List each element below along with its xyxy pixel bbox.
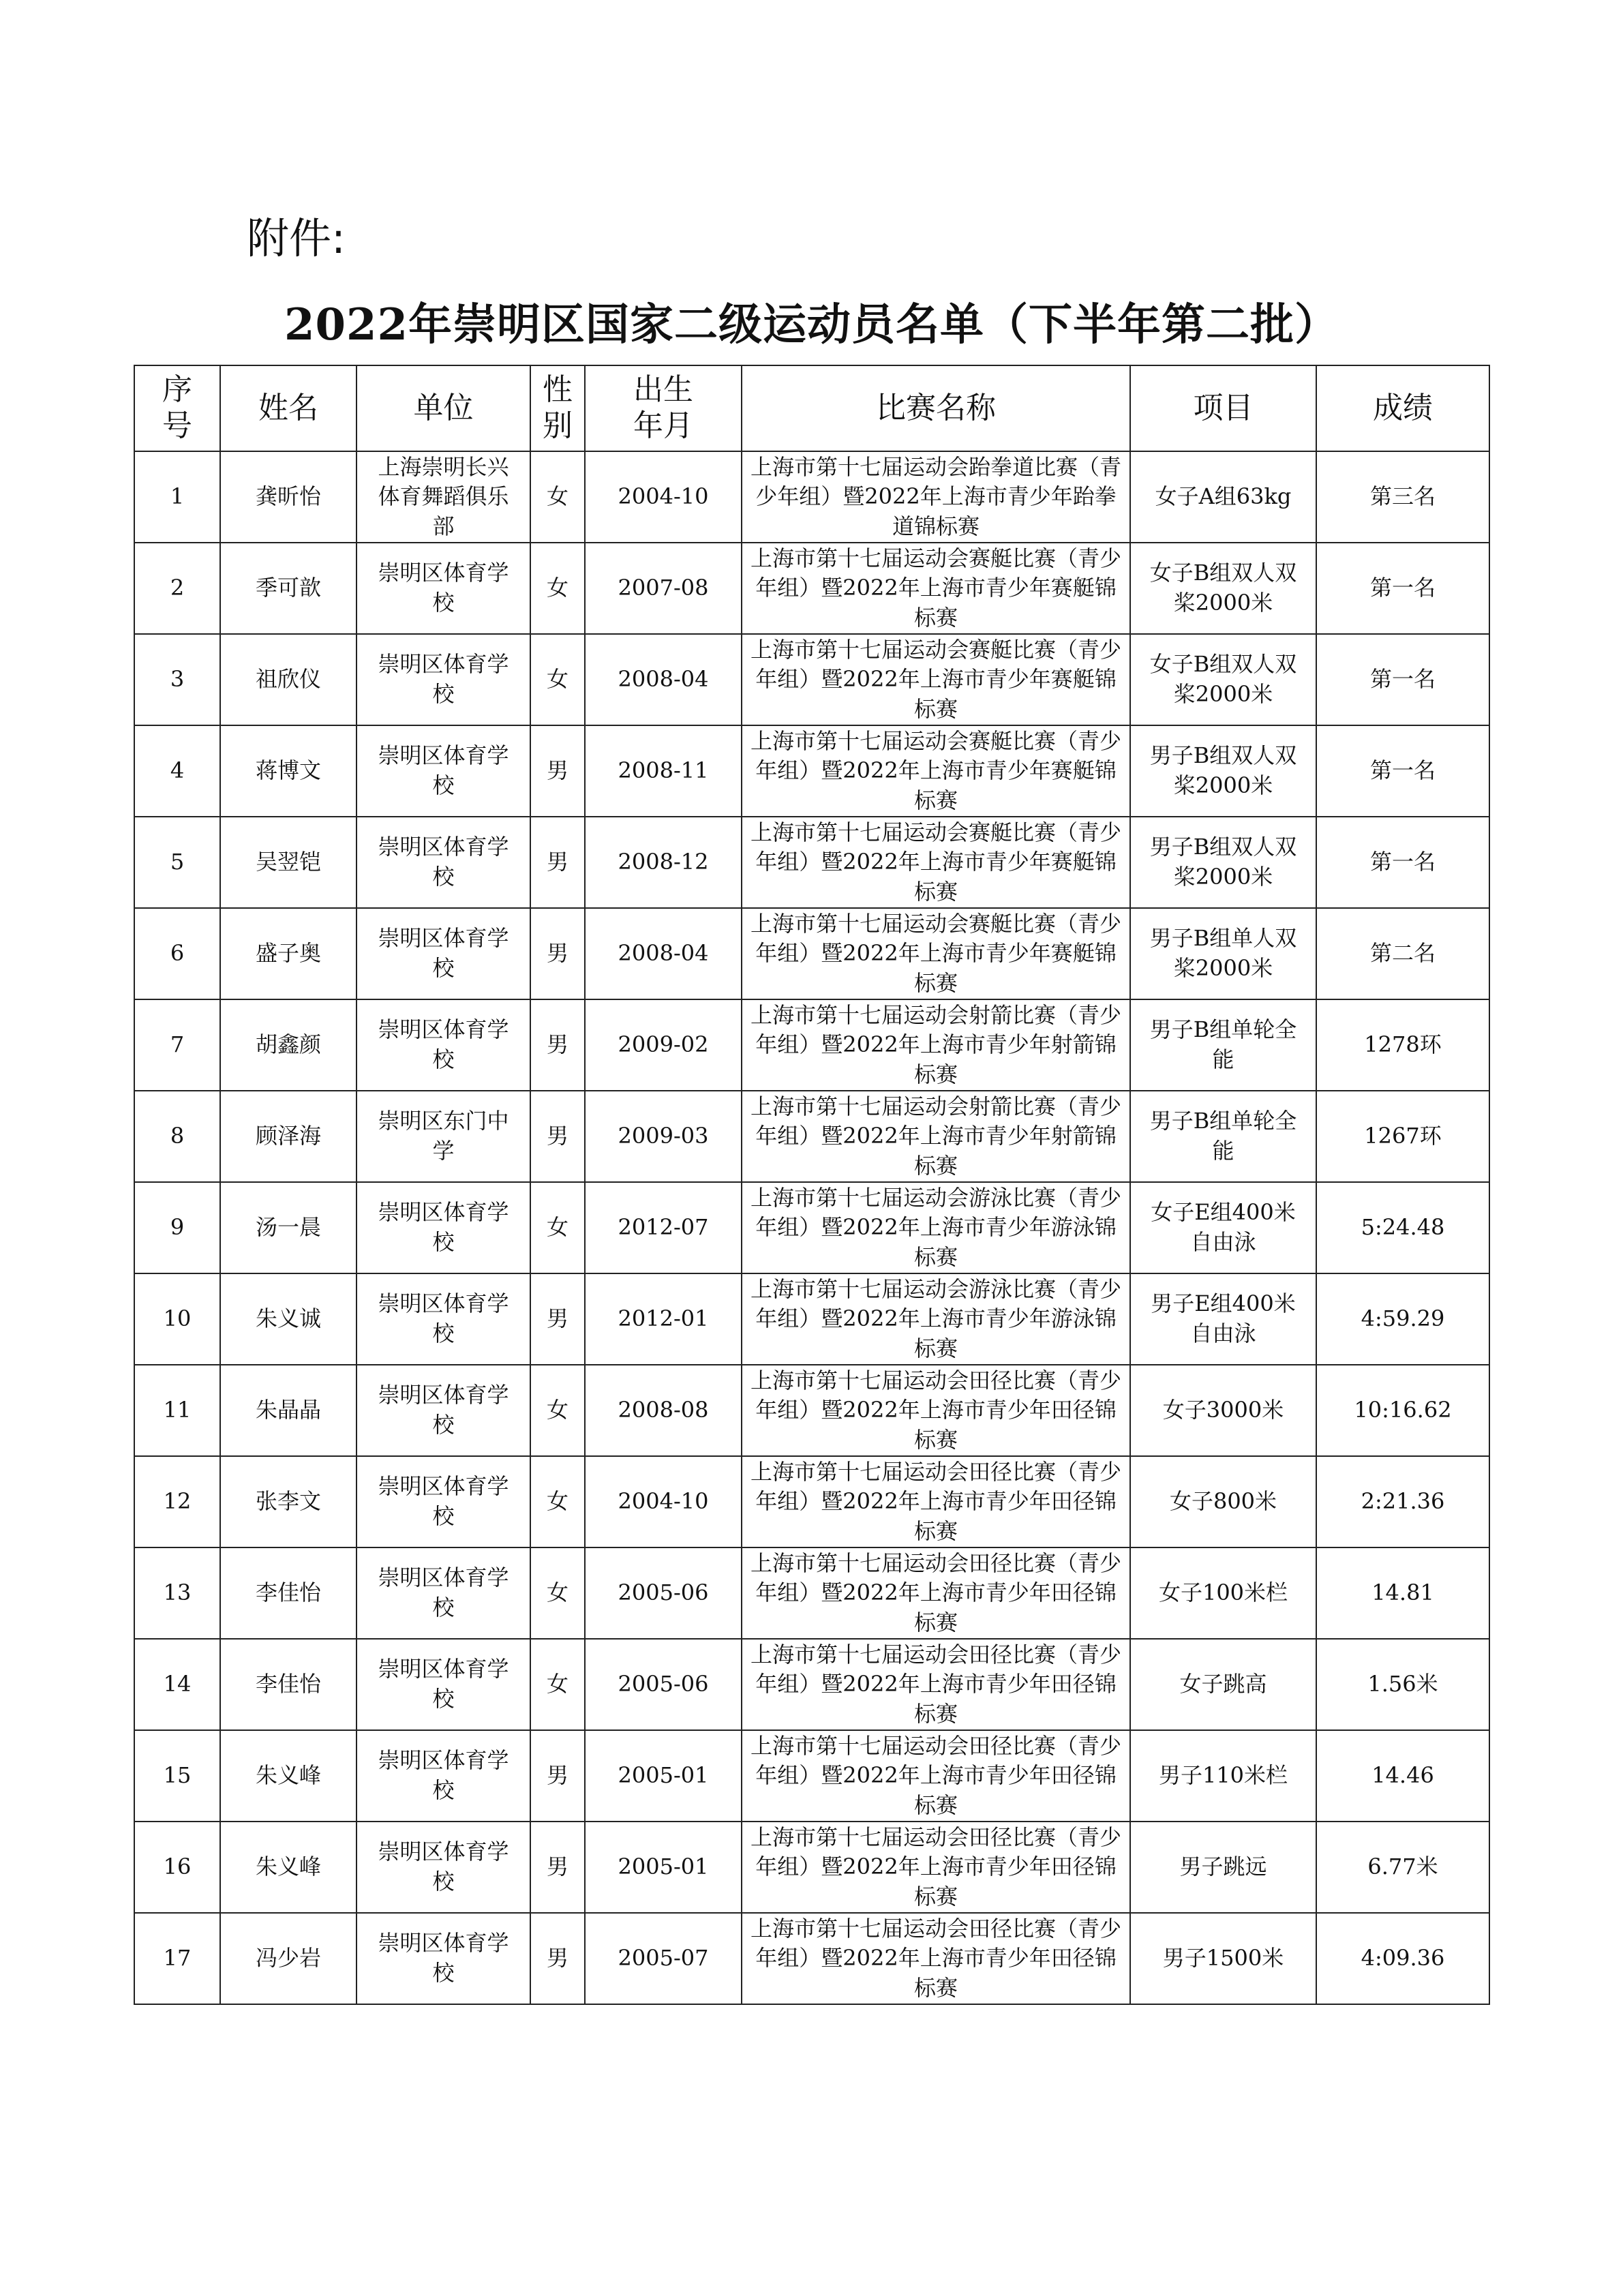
table-row bbox=[134, 1091, 1489, 1182]
cell-seq: 13 bbox=[134, 1547, 220, 1639]
cell-birth: 2004-10 bbox=[585, 451, 742, 543]
cell-event: 男子跳远 bbox=[1130, 1822, 1316, 1913]
cell-competition: 上海市第十七届运动会游泳比赛（青少年组）暨2022年上海市青少年游泳锦标赛 bbox=[742, 1273, 1130, 1365]
cell-result: 1267环 bbox=[1316, 1091, 1489, 1182]
cell-gender: 女 bbox=[530, 543, 585, 634]
cell-seq: 5 bbox=[134, 817, 220, 908]
cell-competition: 上海市第十七届运动会赛艇比赛（青少年组）暨2022年上海市青少年赛艇锦标赛 bbox=[742, 908, 1130, 999]
cell-competition: 上海市第十七届运动会赛艇比赛（青少年组）暨2022年上海市青少年赛艇锦标赛 bbox=[742, 634, 1130, 725]
table-row bbox=[134, 725, 1489, 817]
cell-birth: 2008-12 bbox=[585, 817, 742, 908]
cell-unit: 崇明区体育学校 bbox=[357, 1913, 530, 2004]
cell-name: 朱义峰 bbox=[220, 1730, 357, 1822]
cell-seq: 17 bbox=[134, 1913, 220, 2004]
cell-unit: 崇明区体育学校 bbox=[357, 817, 530, 908]
cell-name: 李佳怡 bbox=[220, 1639, 357, 1730]
cell-name: 祖欣仪 bbox=[220, 634, 357, 725]
header-unit: 单位 bbox=[357, 365, 530, 451]
cell-result: 第一名 bbox=[1316, 817, 1489, 908]
cell-birth: 2004-10 bbox=[585, 1456, 742, 1547]
cell-competition: 上海市第十七届运动会田径比赛（青少年组）暨2022年上海市青少年田径锦标赛 bbox=[742, 1365, 1130, 1456]
table-row bbox=[134, 817, 1489, 908]
cell-gender: 男 bbox=[530, 1273, 585, 1365]
cell-birth: 2005-01 bbox=[585, 1730, 742, 1822]
cell-competition: 上海市第十七届运动会田径比赛（青少年组）暨2022年上海市青少年田径锦标赛 bbox=[742, 1456, 1130, 1547]
cell-event: 女子E组400米自由泳 bbox=[1130, 1182, 1316, 1273]
cell-event: 男子E组400米自由泳 bbox=[1130, 1273, 1316, 1365]
cell-unit: 崇明区体育学校 bbox=[357, 999, 530, 1091]
header-competition: 比赛名称 bbox=[742, 365, 1130, 451]
cell-competition: 上海市第十七届运动会田径比赛（青少年组）暨2022年上海市青少年田径锦标赛 bbox=[742, 1822, 1130, 1913]
cell-result: 10:16.62 bbox=[1316, 1365, 1489, 1456]
table-row bbox=[134, 1182, 1489, 1273]
cell-gender: 男 bbox=[530, 1091, 585, 1182]
cell-seq: 10 bbox=[134, 1273, 220, 1365]
cell-birth: 2012-01 bbox=[585, 1273, 742, 1365]
cell-birth: 2005-01 bbox=[585, 1822, 742, 1913]
cell-gender: 男 bbox=[530, 817, 585, 908]
cell-event: 男子B组单轮全能 bbox=[1130, 999, 1316, 1091]
cell-competition: 上海市第十七届运动会跆拳道比赛（青少年组）暨2022年上海市青少年跆拳道锦标赛 bbox=[742, 451, 1130, 543]
cell-gender: 女 bbox=[530, 1547, 585, 1639]
attachment-label: 附件: bbox=[247, 213, 346, 263]
cell-name: 龚昕怡 bbox=[220, 451, 357, 543]
cell-birth: 2008-04 bbox=[585, 634, 742, 725]
cell-result: 第三名 bbox=[1316, 451, 1489, 543]
cell-unit: 崇明区体育学校 bbox=[357, 908, 530, 999]
cell-name: 蒋博文 bbox=[220, 725, 357, 817]
header-gender: 性别 bbox=[530, 365, 585, 451]
table-row bbox=[134, 908, 1489, 999]
cell-gender: 女 bbox=[530, 1456, 585, 1547]
cell-result: 第一名 bbox=[1316, 725, 1489, 817]
cell-event: 女子A组63kg bbox=[1130, 451, 1316, 543]
cell-seq: 9 bbox=[134, 1182, 220, 1273]
cell-result: 1.56米 bbox=[1316, 1639, 1489, 1730]
cell-result: 2:21.36 bbox=[1316, 1456, 1489, 1547]
cell-competition: 上海市第十七届运动会田径比赛（青少年组）暨2022年上海市青少年田径锦标赛 bbox=[742, 1730, 1130, 1822]
cell-gender: 女 bbox=[530, 451, 585, 543]
cell-birth: 2005-07 bbox=[585, 1913, 742, 2004]
cell-seq: 16 bbox=[134, 1822, 220, 1913]
cell-name: 盛子奥 bbox=[220, 908, 357, 999]
cell-birth: 2008-08 bbox=[585, 1365, 742, 1456]
cell-unit: 崇明区体育学校 bbox=[357, 1730, 530, 1822]
cell-result: 4:59.29 bbox=[1316, 1273, 1489, 1365]
table-row bbox=[134, 634, 1489, 725]
table-row bbox=[134, 451, 1489, 543]
cell-unit: 崇明区体育学校 bbox=[357, 1822, 530, 1913]
cell-birth: 2005-06 bbox=[585, 1547, 742, 1639]
cell-unit: 崇明区体育学校 bbox=[357, 1456, 530, 1547]
cell-unit: 上海崇明长兴体育舞蹈俱乐部 bbox=[357, 451, 530, 543]
cell-result: 第二名 bbox=[1316, 908, 1489, 999]
cell-name: 朱晶晶 bbox=[220, 1365, 357, 1456]
table-row bbox=[134, 1822, 1489, 1913]
cell-gender: 女 bbox=[530, 634, 585, 725]
table-row bbox=[134, 1547, 1489, 1639]
cell-unit: 崇明区体育学校 bbox=[357, 725, 530, 817]
header-seq: 序号 bbox=[134, 365, 220, 451]
cell-seq: 12 bbox=[134, 1456, 220, 1547]
cell-result: 14.81 bbox=[1316, 1547, 1489, 1639]
cell-gender: 男 bbox=[530, 725, 585, 817]
cell-gender: 男 bbox=[530, 1730, 585, 1822]
cell-seq: 6 bbox=[134, 908, 220, 999]
cell-event: 男子B组单人双桨2000米 bbox=[1130, 908, 1316, 999]
cell-event: 男子B组单轮全能 bbox=[1130, 1091, 1316, 1182]
cell-gender: 女 bbox=[530, 1365, 585, 1456]
cell-competition: 上海市第十七届运动会田径比赛（青少年组）暨2022年上海市青少年田径锦标赛 bbox=[742, 1639, 1130, 1730]
cell-event: 男子110米栏 bbox=[1130, 1730, 1316, 1822]
cell-name: 汤一晨 bbox=[220, 1182, 357, 1273]
cell-event: 男子1500米 bbox=[1130, 1913, 1316, 2004]
cell-seq: 7 bbox=[134, 999, 220, 1091]
cell-seq: 14 bbox=[134, 1639, 220, 1730]
cell-competition: 上海市第十七届运动会赛艇比赛（青少年组）暨2022年上海市青少年赛艇锦标赛 bbox=[742, 725, 1130, 817]
cell-competition: 上海市第十七届运动会游泳比赛（青少年组）暨2022年上海市青少年游泳锦标赛 bbox=[742, 1182, 1130, 1273]
cell-competition: 上海市第十七届运动会赛艇比赛（青少年组）暨2022年上海市青少年赛艇锦标赛 bbox=[742, 543, 1130, 634]
document-title: 2022年崇明区国家二级运动员名单（下半年第二批） bbox=[284, 299, 1339, 350]
cell-unit: 崇明区体育学校 bbox=[357, 1639, 530, 1730]
cell-result: 1278环 bbox=[1316, 999, 1489, 1091]
cell-competition: 上海市第十七届运动会田径比赛（青少年组）暨2022年上海市青少年田径锦标赛 bbox=[742, 1547, 1130, 1639]
cell-birth: 2009-03 bbox=[585, 1091, 742, 1182]
cell-unit: 崇明区体育学校 bbox=[357, 543, 530, 634]
cell-birth: 2012-07 bbox=[585, 1182, 742, 1273]
table-body bbox=[134, 451, 1489, 2004]
athlete-roster-table bbox=[134, 365, 1490, 2005]
cell-result: 4:09.36 bbox=[1316, 1913, 1489, 2004]
cell-name: 季可歆 bbox=[220, 543, 357, 634]
cell-name: 李佳怡 bbox=[220, 1547, 357, 1639]
cell-competition: 上海市第十七届运动会赛艇比赛（青少年组）暨2022年上海市青少年赛艇锦标赛 bbox=[742, 817, 1130, 908]
header-name: 姓名 bbox=[220, 365, 357, 451]
cell-competition: 上海市第十七届运动会射箭比赛（青少年组）暨2022年上海市青少年射箭锦标赛 bbox=[742, 1091, 1130, 1182]
cell-unit: 崇明区体育学校 bbox=[357, 1365, 530, 1456]
cell-name: 冯少岩 bbox=[220, 1913, 357, 2004]
cell-birth: 2008-11 bbox=[585, 725, 742, 817]
header-event: 项目 bbox=[1130, 365, 1316, 451]
header-result: 成绩 bbox=[1316, 365, 1489, 451]
cell-event: 女子B组双人双桨2000米 bbox=[1130, 543, 1316, 634]
cell-event: 男子B组双人双桨2000米 bbox=[1130, 725, 1316, 817]
cell-event: 女子100米栏 bbox=[1130, 1547, 1316, 1639]
cell-event: 女子800米 bbox=[1130, 1456, 1316, 1547]
cell-seq: 4 bbox=[134, 725, 220, 817]
cell-name: 朱义诚 bbox=[220, 1273, 357, 1365]
cell-unit: 崇明区体育学校 bbox=[357, 1547, 530, 1639]
cell-unit: 崇明区东门中学 bbox=[357, 1091, 530, 1182]
cell-result: 第一名 bbox=[1316, 634, 1489, 725]
table-row bbox=[134, 543, 1489, 634]
cell-seq: 8 bbox=[134, 1091, 220, 1182]
cell-seq: 1 bbox=[134, 451, 220, 543]
cell-birth: 2009-02 bbox=[585, 999, 742, 1091]
cell-event: 女子B组双人双桨2000米 bbox=[1130, 634, 1316, 725]
table-row bbox=[134, 999, 1489, 1091]
cell-name: 胡鑫颜 bbox=[220, 999, 357, 1091]
cell-gender: 男 bbox=[530, 1913, 585, 2004]
cell-unit: 崇明区体育学校 bbox=[357, 1273, 530, 1365]
cell-event: 男子B组双人双桨2000米 bbox=[1130, 817, 1316, 908]
cell-seq: 15 bbox=[134, 1730, 220, 1822]
table-row bbox=[134, 1365, 1489, 1456]
table-header-row bbox=[134, 365, 1489, 451]
cell-gender: 男 bbox=[530, 1822, 585, 1913]
cell-result: 5:24.48 bbox=[1316, 1182, 1489, 1273]
cell-name: 朱义峰 bbox=[220, 1822, 357, 1913]
cell-result: 第一名 bbox=[1316, 543, 1489, 634]
cell-result: 6.77米 bbox=[1316, 1822, 1489, 1913]
cell-birth: 2008-04 bbox=[585, 908, 742, 999]
cell-name: 顾泽海 bbox=[220, 1091, 357, 1182]
cell-gender: 男 bbox=[530, 999, 585, 1091]
cell-gender: 女 bbox=[530, 1182, 585, 1273]
cell-event: 女子跳高 bbox=[1130, 1639, 1316, 1730]
table-row bbox=[134, 1730, 1489, 1822]
cell-seq: 2 bbox=[134, 543, 220, 634]
cell-unit: 崇明区体育学校 bbox=[357, 634, 530, 725]
cell-seq: 11 bbox=[134, 1365, 220, 1456]
cell-event: 女子3000米 bbox=[1130, 1365, 1316, 1456]
cell-result: 14.46 bbox=[1316, 1730, 1489, 1822]
cell-birth: 2007-08 bbox=[585, 543, 742, 634]
cell-birth: 2005-06 bbox=[585, 1639, 742, 1730]
cell-unit: 崇明区体育学校 bbox=[357, 1182, 530, 1273]
cell-competition: 上海市第十七届运动会田径比赛（青少年组）暨2022年上海市青少年田径锦标赛 bbox=[742, 1913, 1130, 2004]
cell-name: 张李文 bbox=[220, 1456, 357, 1547]
table-row bbox=[134, 1456, 1489, 1547]
cell-name: 吴翌铠 bbox=[220, 817, 357, 908]
cell-gender: 女 bbox=[530, 1639, 585, 1730]
cell-seq: 3 bbox=[134, 634, 220, 725]
table-row bbox=[134, 1639, 1489, 1730]
header-birth: 出生年月 bbox=[585, 365, 742, 451]
table-row bbox=[134, 1913, 1489, 2004]
table-row bbox=[134, 1273, 1489, 1365]
cell-competition: 上海市第十七届运动会射箭比赛（青少年组）暨2022年上海市青少年射箭锦标赛 bbox=[742, 999, 1130, 1091]
cell-gender: 男 bbox=[530, 908, 585, 999]
